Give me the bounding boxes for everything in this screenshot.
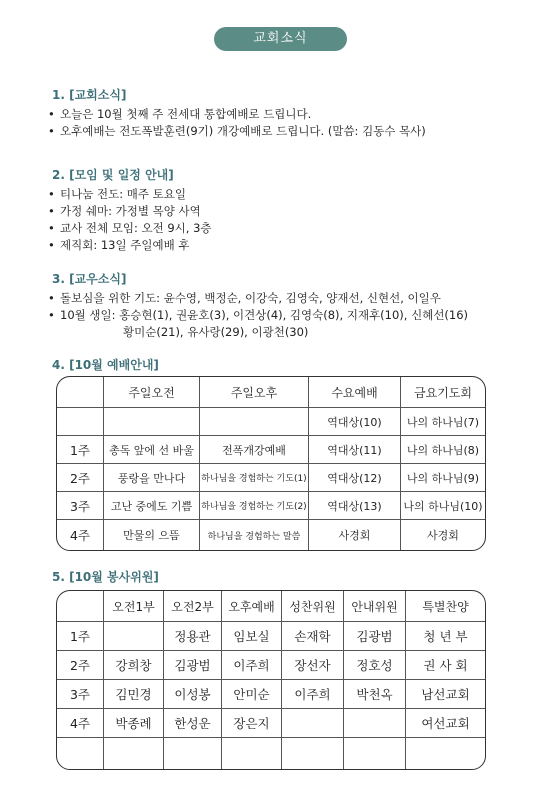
table-row xyxy=(57,738,485,769)
table-cell: 하나님을 경험하는 기도(2) xyxy=(200,492,309,520)
table-cell xyxy=(282,738,344,769)
table-cell xyxy=(406,738,485,769)
worship-table xyxy=(57,377,485,550)
section-heading-volunteers: 5. [10월 봉사위원] xyxy=(52,570,159,584)
table-cell: 남선교회 xyxy=(406,680,485,709)
table-header: 주일오후 xyxy=(200,377,309,408)
table-cell: 만물의 으뜸 xyxy=(104,520,200,550)
table-cell: 역대상(10) xyxy=(309,408,401,436)
table-cell: 나의 하나님(7) xyxy=(401,408,485,436)
table-cell: 풍랑을 만나다 xyxy=(104,464,200,492)
table-cell: 안미순 xyxy=(222,680,282,709)
table-cell: 역대상(11) xyxy=(309,436,401,464)
table-cell xyxy=(282,709,344,738)
table-row xyxy=(57,622,485,651)
table-cell: 한성운 xyxy=(164,709,222,738)
table-cell: 역대상(13) xyxy=(309,492,401,520)
table-cell: 2주 xyxy=(57,464,104,492)
table-cell: 박천옥 xyxy=(344,680,406,709)
table-row xyxy=(57,492,485,520)
table-header: 오후예배 xyxy=(222,591,282,622)
table-cell: 4주 xyxy=(57,520,104,550)
table-header-row xyxy=(57,377,485,408)
table-cell xyxy=(164,738,222,769)
table-cell: 하나님을 경험하는 말씀 xyxy=(200,520,309,550)
table-cell: 1주 xyxy=(57,622,104,651)
table-cell: 청 년 부 xyxy=(406,622,485,651)
table-row xyxy=(57,651,485,680)
table-cell: 4주 xyxy=(57,709,104,738)
table-cell: 김광범 xyxy=(344,622,406,651)
table-cell: 권 사 회 xyxy=(406,651,485,680)
table-cell: 나의 하나님(8) xyxy=(401,436,485,464)
table-header: 수요예배 xyxy=(309,377,401,408)
table-cell: 이주희 xyxy=(222,651,282,680)
table-cell xyxy=(104,622,164,651)
table-cell: 김민경 xyxy=(104,680,164,709)
table-cell: 하나님을 경험하는 기도(1) xyxy=(200,464,309,492)
table-cell: 고난 중에도 기쁨 xyxy=(104,492,200,520)
table-cell: 김광범 xyxy=(164,651,222,680)
list-item: • 10월 생일: 홍승현(1), 권윤호(3), 이견상(4), 김영숙(8), 지재후(10), 신혜선(16) xyxy=(46,307,468,324)
table-cell: 임보실 xyxy=(222,622,282,651)
table-cell xyxy=(344,709,406,738)
table-cell: 강희창 xyxy=(104,651,164,680)
table-cell: 2주 xyxy=(57,651,104,680)
table-row xyxy=(57,436,485,464)
list-item: • 오후예배는 전도폭발훈련(9기) 개강예배로 드립니다. (말씀: 김동수 목사) xyxy=(46,123,426,140)
page-title: 교회소식 xyxy=(214,27,347,51)
table-header: 오전1부 xyxy=(104,591,164,622)
table-cell: 손재학 xyxy=(282,622,344,651)
list-item: • 티나눔 전도: 매주 토요일 xyxy=(46,186,212,203)
table-header: 금요기도회 xyxy=(401,377,485,408)
table-header: 오전2부 xyxy=(164,591,222,622)
list-item: • 오늘은 10월 첫째 주 전세대 통합예배로 드립니다. xyxy=(46,106,426,123)
table-cell: 총독 앞에 선 바울 xyxy=(104,436,200,464)
table-cell: 나의 하나님(10) xyxy=(401,492,485,520)
list-item-continuation: 황미순(21), 유사랑(29), 이광천(30) xyxy=(123,325,309,339)
table-cell: 역대상(12) xyxy=(309,464,401,492)
table-cell: 나의 하나님(9) xyxy=(401,464,485,492)
section-heading-church-news: 1. [교회소식] xyxy=(52,88,127,102)
section-heading-schedule: 2. [모임 및 일정 안내] xyxy=(52,168,174,182)
table-cell: 사경회 xyxy=(427,529,459,542)
table-cell xyxy=(57,738,104,769)
table-header xyxy=(57,591,104,622)
table-row xyxy=(57,520,485,550)
table-cell: 이성봉 xyxy=(164,680,222,709)
table-row xyxy=(57,464,485,492)
list-item: • 가정 쉐마: 가정별 목양 사역 xyxy=(46,203,212,220)
table-cell: 이주희 xyxy=(282,680,344,709)
table-cell xyxy=(222,738,282,769)
table-cell: 1주 xyxy=(57,436,104,464)
list-item: • 돌보심을 위한 기도: 윤수영, 백정순, 이강숙, 김영숙, 양재선, 신현선, 이일우 xyxy=(46,290,468,307)
table-cell: 3주 xyxy=(57,680,104,709)
table-header: 성찬위원 xyxy=(282,591,344,622)
table-cell: 장은지 xyxy=(222,709,282,738)
table-header: 특별찬양 xyxy=(406,591,485,622)
table-header: 주일오전 xyxy=(104,377,200,408)
table-row xyxy=(57,408,485,436)
table-row xyxy=(57,680,485,709)
table-header: 안내위원 xyxy=(344,591,406,622)
member-news-list xyxy=(46,290,468,341)
table-cell: 장선자 xyxy=(282,651,344,680)
list-item: • 교사 전체 모임: 오전 9시, 3층 xyxy=(46,220,212,237)
table-row xyxy=(57,709,485,738)
table-header-row xyxy=(57,591,485,622)
list-item: • 제직회: 13일 주일예배 후 xyxy=(46,237,212,254)
table-cell: 박종례 xyxy=(104,709,164,738)
table-header xyxy=(57,377,104,408)
table-cell: 사경회 xyxy=(309,520,401,550)
table-cell: 전폭개강예배 xyxy=(200,436,309,464)
table-cell: 3주 xyxy=(57,492,104,520)
table-cell xyxy=(200,408,309,436)
table-cell xyxy=(104,408,200,436)
volunteer-table xyxy=(57,591,485,769)
church-news-list xyxy=(46,106,426,140)
section-heading-member-news: 3. [교우소식] xyxy=(52,272,127,286)
table-cell xyxy=(57,408,104,436)
section-heading-worship-guide: 4. [10월 예배안내] xyxy=(52,358,159,372)
table-cell: 정용관 xyxy=(164,622,222,651)
table-cell: 정호성 xyxy=(344,651,406,680)
table-cell xyxy=(344,738,406,769)
schedule-list xyxy=(46,186,212,254)
table-cell: 여선교회 xyxy=(406,709,485,738)
table-cell xyxy=(104,738,164,769)
